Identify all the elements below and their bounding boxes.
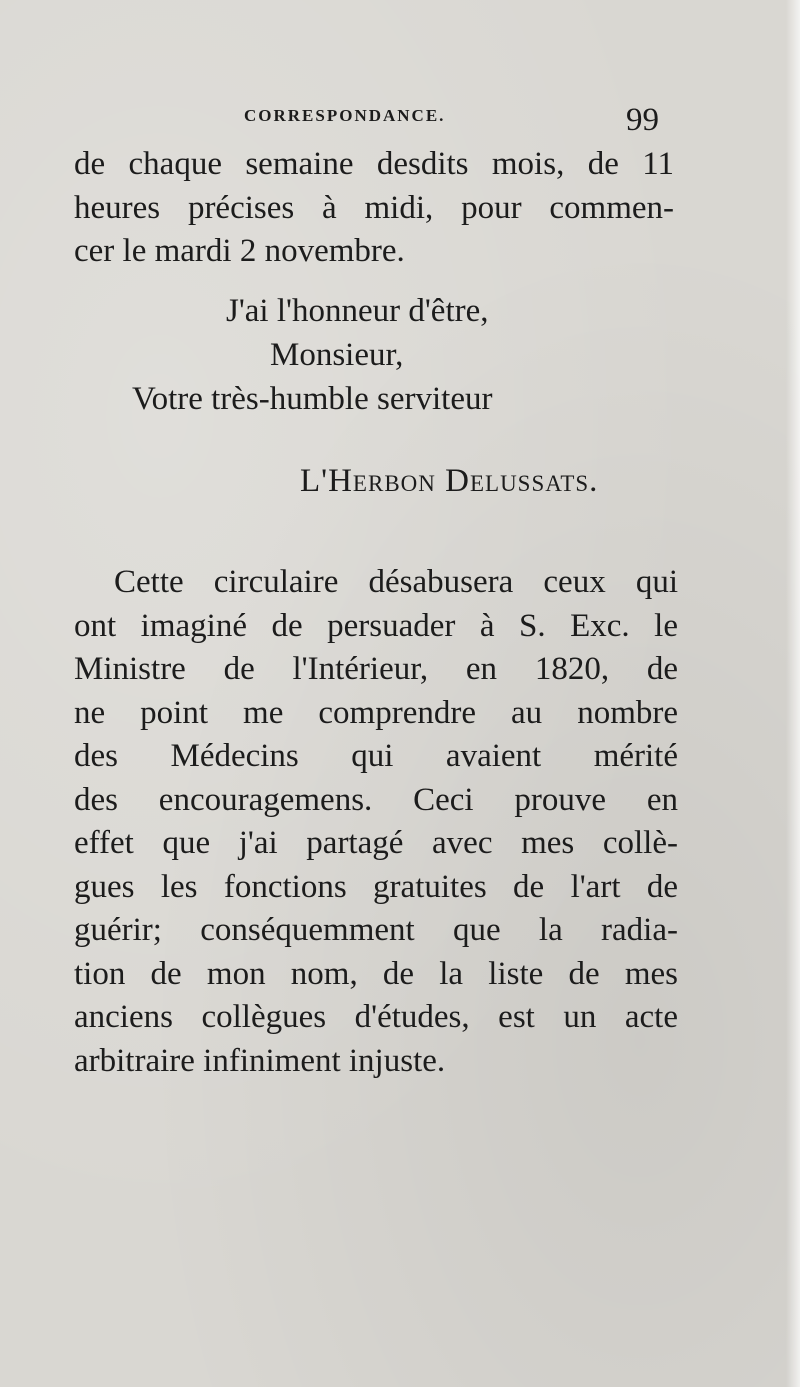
page-edge bbox=[786, 0, 800, 1387]
text-line: arbitraire infiniment injuste. bbox=[74, 1042, 446, 1079]
running-title: CORRESPONDANCE. bbox=[244, 106, 446, 125]
running-head bbox=[0, 102, 800, 142]
text-line: ont imaginé de persuader à S. Exc. le bbox=[74, 607, 678, 644]
text-line: heures précises à midi, pour commen- bbox=[74, 189, 674, 226]
closing-servant: Votre très-humble serviteur bbox=[132, 381, 493, 417]
text-line: guérir; conséquemment que la radia- bbox=[74, 912, 678, 948]
paragraph-continuation bbox=[74, 143, 674, 274]
text-line: des Médecins qui avaient mérité bbox=[74, 738, 678, 774]
signature: L'Herbon Delussats. bbox=[300, 463, 599, 499]
text-line: tion de mon nom, de la liste de mes bbox=[74, 955, 678, 992]
text-line: effet que j'ai partagé avec mes collè- bbox=[74, 825, 678, 861]
text-line: des encouragemens. Ceci prouve en bbox=[74, 781, 678, 818]
closing-greeting: J'ai l'honneur d'être, bbox=[226, 293, 489, 329]
text-line: Cette circulaire désabusera ceux qui bbox=[114, 564, 678, 600]
text-line: ne point me comprendre au nombre bbox=[74, 694, 678, 731]
text-line: Ministre de l'Intérieur, en 1820, de bbox=[74, 651, 678, 687]
text-line: gues les fonctions gratuites de l'art de bbox=[74, 868, 678, 905]
closing-salutation: Monsieur, bbox=[270, 337, 404, 373]
text-line: de chaque semaine desdits mois, de 11 bbox=[74, 146, 674, 182]
paragraph-main bbox=[74, 561, 678, 1083]
text-line: anciens collègues d'études, est un acte bbox=[74, 999, 678, 1035]
text-line: cer le mardi 2 novembre. bbox=[74, 233, 405, 269]
page-number: 99 bbox=[626, 102, 659, 138]
